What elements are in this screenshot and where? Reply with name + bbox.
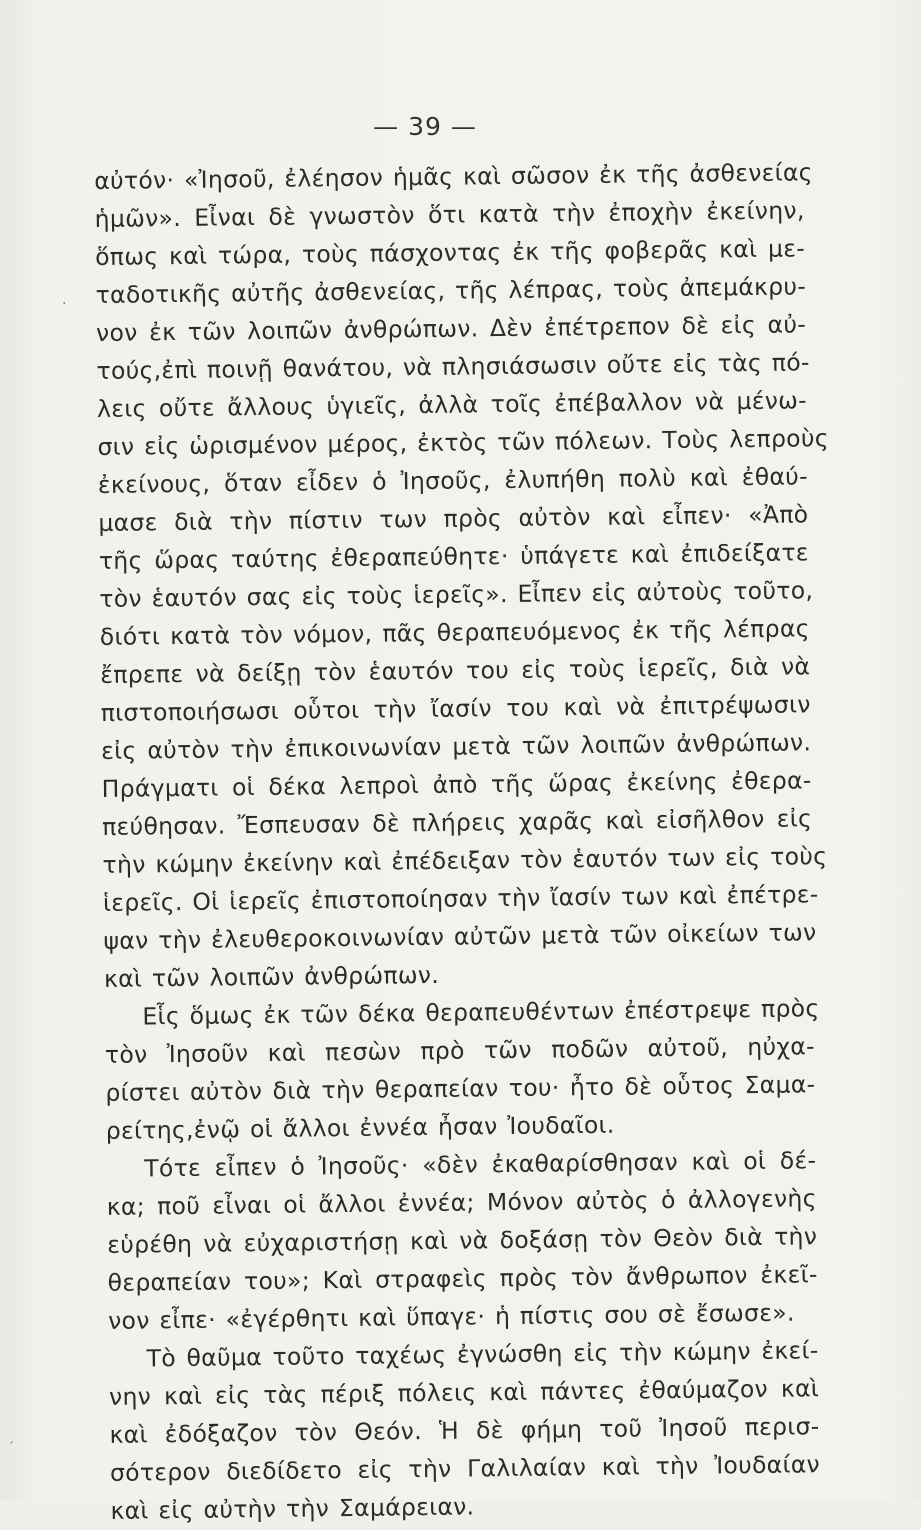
text-line: ἔπρεπε νὰ δείξῃ τὸν ἑαυτόν του εἰς τοὺς ἱερεῖς, διὰ νὰ: [100, 652, 811, 689]
text-line: ἐκείνους, ὅταν εἶδεν ὁ Ἰησοῦς, ἐλυπήθη πολὺ καὶ ἐθαύ-: [97, 462, 809, 499]
text-line: λεις οὔτε ἄλλους ὑγιεῖς, ἀλλὰ τοῖς ἐπέβαλλον νὰ μένω-: [96, 386, 808, 423]
text-line: καὶ ἐδόξαζον τὸν Θεόν. Ἡ δὲ φήμη τοῦ Ἰησοῦ περισ-: [109, 1412, 820, 1449]
speck-mark: ·: [62, 296, 67, 312]
text-line: τὸν ἑαυτόν σας εἰς τοὺς ἱερεῖς». Εἶπεν εἰς αὐτοὺς τοῦτο,: [99, 576, 814, 613]
text-line: τούς,ἐπὶ ποινῇ θανάτου, νὰ πλησιάσωσιν οὔτε εἰς τὰς πό-: [96, 348, 810, 385]
text-line: διότι κατὰ τὸν νόμον, πᾶς θεραπευόμενος ἐκ τῆς λέπρας: [99, 614, 810, 651]
text-line: τῆς ὥρας ταύτης ἐθεραπεύθητε· ὑπάγετε καὶ ἐπιδείξατε: [98, 538, 809, 575]
text-line: κα; ποῦ εἶναι οἱ ἄλλοι ἐννέα; Μόνον αὐτὸς ὁ ἀλλογενὴς: [106, 1184, 817, 1221]
body-text: [94, 153, 830, 1530]
text-line: ψαν τὴν ἐλευθεροκοινωνίαν αὐτῶν μετὰ τῶν οἰκείων των: [103, 918, 817, 955]
text-line: τὴν κώμην ἐκείνην καὶ ἐπέδειξαν τὸν ἑαυτόν των εἰς τοὺς: [102, 842, 828, 879]
text-line: Τότε εἶπεν ὁ Ἰησοῦς· «δὲν ἐκαθαρίσθησαν καὶ οἱ δέ-: [144, 1146, 817, 1183]
text-line: μασε διὰ τὴν πίστιν των πρὸς αὐτὸν καὶ εἶπεν· «Ἀπὸ: [98, 500, 809, 537]
text-line: ἱερεῖς. Οἱ ἱερεῖς ἐπιστοποίησαν τὴν ἴασίν των καὶ ἐπέτρε-: [102, 880, 819, 917]
text-line: θεραπείαν του»; Καὶ στραφεὶς πρὸς τὸν ἄνθρωπον ἐκεῖ-: [107, 1260, 818, 1297]
text-line: νον ἐκ τῶν λοιπῶν ἀνθρώπων. Δὲν ἐπέτρεπον δὲ εἰς αὐ-: [95, 310, 807, 347]
text-line: νον εἶπε· «ἐγέρθητι καὶ ὕπαγε· ἡ πίστις σου σὲ ἔσωσε».: [107, 1298, 795, 1335]
text-line: καὶ εἰς αὐτὴν τὴν Σαμάρειαν.: [110, 1492, 475, 1525]
text-line: Εἷς ὅμως ἐκ τῶν δέκα θεραπευθέντων ἐπέστρεψε πρὸς: [142, 994, 820, 1031]
text-line: τὸν Ἰησοῦν καὶ πεσὼν πρὸ τῶν ποδῶν αὐτοῦ, ηὐχα-: [104, 1032, 816, 1069]
text-line: ταδοτικῆς αὐτῆς ἀσθενείας, τῆς λέπρας, τοὺς ἀπεμάκρυ-: [95, 272, 807, 309]
text-line: εἰς αὐτὸν τὴν ἐπικοινωνίαν μετὰ τῶν λοιπῶν ἀνθρώπων.: [101, 728, 812, 765]
text-line: σότερον διεδίδετο εἰς τὴν Γαλιλαίαν καὶ τὴν Ἰουδαίαν: [109, 1450, 821, 1487]
text-line: πεύθησαν. Ἔσπευσαν δὲ πλήρεις χαρᾶς καὶ εἰσῆλθον εἰς: [101, 804, 813, 841]
text-line: αὐτόν· «Ἰησοῦ, ἐλέησον ἡμᾶς καὶ σῶσον ἐκ τῆς ἀσθενείας: [94, 158, 813, 195]
page-number: — 39 —: [373, 112, 477, 141]
text-line: πιστοποιήσωσι οὗτοι τὴν ἴασίν του καὶ νὰ ἐπιτρέψωσιν: [100, 690, 811, 727]
text-line: ἡμῶν». Εἶναι δὲ γνωστὸν ὅτι κατὰ τὴν ἐποχὴν ἐκείνην,: [94, 196, 805, 233]
text-line: ρίστει αὐτὸν διὰ τὴν θεραπείαν του· ἦτο δὲ οὗτος Σαμα-: [105, 1070, 816, 1107]
text-line: Πράγματι οἱ δέκα λεπροὶ ἀπὸ τῆς ὥρας ἐκείνης ἐθερα-: [101, 766, 812, 803]
text-line: ὅπως καὶ τώρα, τοὺς πάσχοντας ἐκ τῆς φοβερᾶς καὶ με-: [94, 234, 806, 271]
text-line: εὑρέθη νὰ εὐχαριστήσῃ καὶ νὰ δοξάσῃ τὸν Θεὸν διὰ τὴν: [107, 1222, 818, 1259]
text-line: ρείτης,ἐνῷ οἱ ἄλλοι ἐννέα ἦσαν Ἰουδαῖοι.: [105, 1110, 615, 1145]
text-line: νην καὶ εἰς τὰς πέριξ πόλεις καὶ πάντες ἐθαύμαζον καὶ: [108, 1374, 820, 1411]
text-line: καὶ τῶν λοιπῶν ἀνθρώπων.: [103, 960, 440, 993]
text-line: σιν εἰς ὡρισμένον μέρος, ἐκτὸς τῶν πόλεων. Τοὺς λεπροὺς: [97, 424, 830, 461]
text-line: Τὸ θαῦμα τοῦτο ταχέως ἐγνώσθη εἰς τὴν κώμην ἐκεί-: [146, 1336, 819, 1373]
speck-mark: ′: [10, 1440, 14, 1456]
